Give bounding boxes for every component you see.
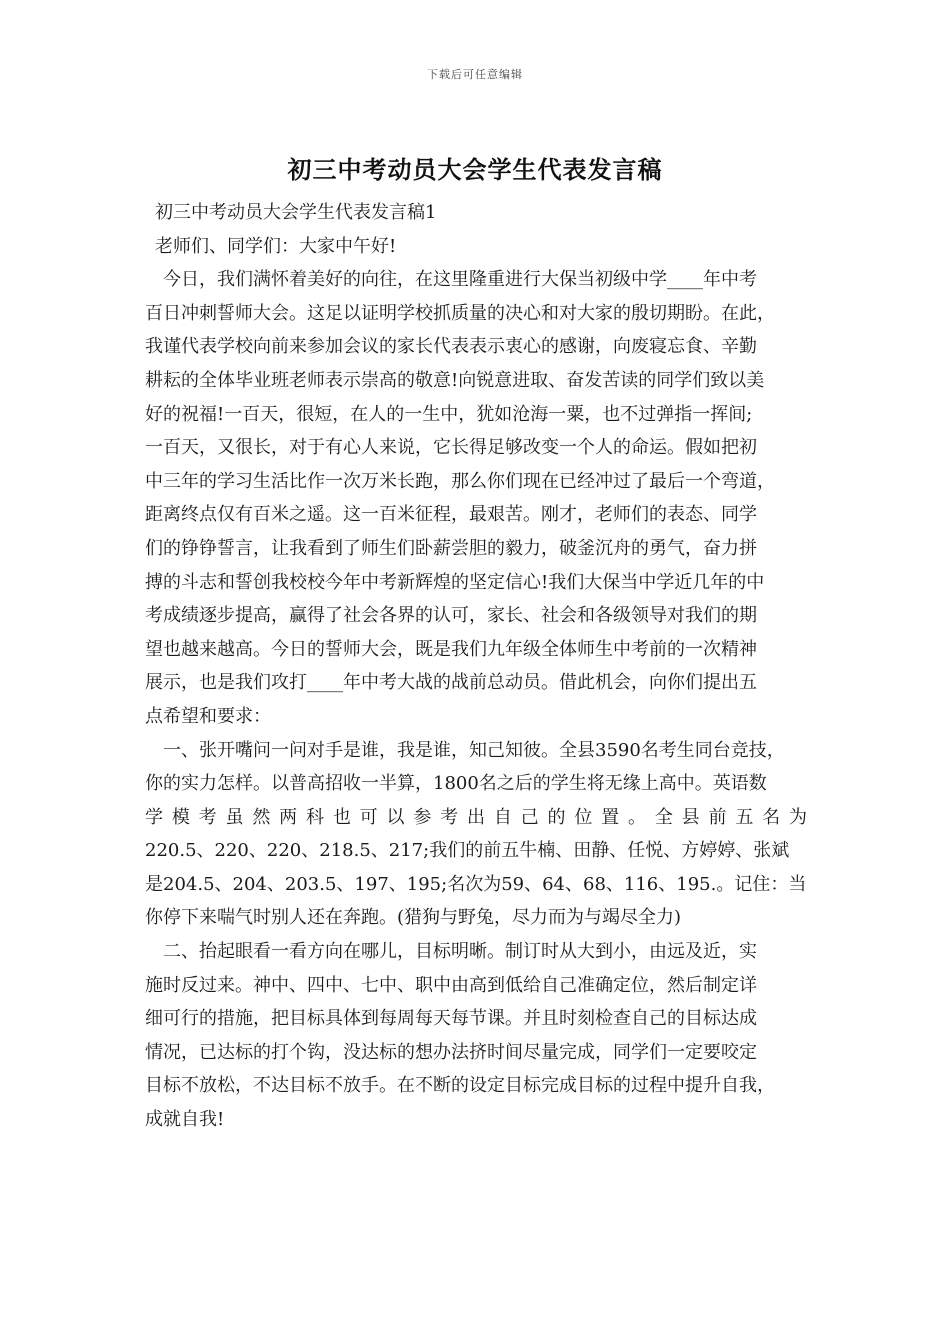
paragraph-line: 百日冲刺誓师大会。这足以证明学校抓质量的决心和对大家的殷切期盼。在此， [145, 302, 775, 324]
paragraph-line: 展示，也是我们攻打____年中考大战的战前总动员。借此机会，向你们提出五 [145, 672, 757, 694]
paragraph-line: 望也越来越高。今日的誓师大会，既是我们九年级全体师生中考前的一次精神 [145, 638, 757, 660]
paragraph-line: 一、张开嘴问一问对手是谁，我是谁，知己知彼。全县3590名考生同台竞技， [163, 739, 785, 761]
greeting-line: 老师们、同学们：大家中午好! [155, 235, 397, 257]
paragraph-line: 耕耘的全体毕业班老师表示崇高的敬意!向锐意进取、奋发苦读的同学们致以美 [145, 369, 765, 391]
paragraph-line: 今日，我们满怀着美好的向往，在这里隆重进行大保当初级中学____年中考 [163, 269, 757, 291]
paragraph-line: 成就自我! [145, 1109, 225, 1131]
document-body [145, 196, 807, 1137]
paragraph-line: 目标不放松，不达目标不放手。在不断的设定目标完成目标的过程中提升自我， [145, 1075, 775, 1097]
paragraph-line: 好的祝福!一百天，很短，在人的一生中，犹如沧海一粟，也不过弹指一挥间; [145, 403, 753, 425]
document-title: 初三中考动员大会学生代表发言稿 [287, 155, 663, 184]
paragraph-line: 搏的斗志和誓创我校校今年中考新辉煌的坚定信心!我们大保当中学近几年的中 [145, 571, 765, 593]
paragraph-line: 施时反过来。神中、四中、七中、职中由高到低给自己准确定位，然后制定详 [145, 974, 757, 996]
paragraph-line: 距离终点仅有百米之遥。这一百米征程，最艰苦。刚才，老师们的表态、同学 [145, 504, 757, 526]
paragraph-line: 情况，已达标的打个钩，没达标的想办法挤时间尽量完成，同学们一定要咬定 [145, 1041, 757, 1063]
paragraph-line: 220.5、220、220、218.5、217;我们的前五牛楠、田静、任悦、方婷婷、张斌 [145, 840, 790, 862]
paragraph-line: 我谨代表学校向前来参加会议的家长代表表示衷心的感谢，向废寝忘食、辛勤 [145, 336, 757, 358]
paragraph-line: 你的实力怎样。以普高招收一半算，1800名之后的学生将无缘上高中。英语数 [145, 773, 767, 795]
paragraph-line: 是204.5、204、203.5、197、195;名次为59、64、68、116、195.。记住：当 [145, 873, 807, 895]
header-note: 下载后可任意编辑 [427, 68, 523, 81]
paragraph-line: 学 模 考 虽 然 两 科 也 可 以 参 考 出 自 己 的 位 置 。 全 县 前 五 名 为 [145, 806, 807, 828]
paragraph-line: 中三年的学习生活比作一次万米长跑，那么你们现在已经冲过了最后一个弯道， [145, 470, 775, 492]
paragraph-line: 点希望和要求： [145, 705, 271, 727]
paragraph-line: 一百天，又很长，对于有心人来说，它长得足够改变一个人的命运。假如把初 [145, 437, 757, 459]
paragraph-line: 细可行的措施，把目标具体到每周每天每节课。并且时刻检查自己的目标达成 [145, 1008, 757, 1030]
paragraph-line: 你停下来喘气时别人还在奔跑。(猎狗与野兔，尽力而为与竭尽全力) [145, 907, 682, 929]
paragraph-line: 二、抬起眼看一看方向在哪儿，目标明晰。制订时从大到小，由远及近，实 [163, 941, 757, 963]
paragraph-line: 们的铮铮誓言，让我看到了师生们卧薪尝胆的毅力，破釜沉舟的勇气，奋力拼 [145, 537, 757, 559]
paragraph-line: 考成绩逐步提高，赢得了社会各界的认可，家长、社会和各级领导对我们的期 [145, 605, 757, 627]
subtitle-line: 初三中考动员大会学生代表发言稿1 [155, 202, 437, 223]
